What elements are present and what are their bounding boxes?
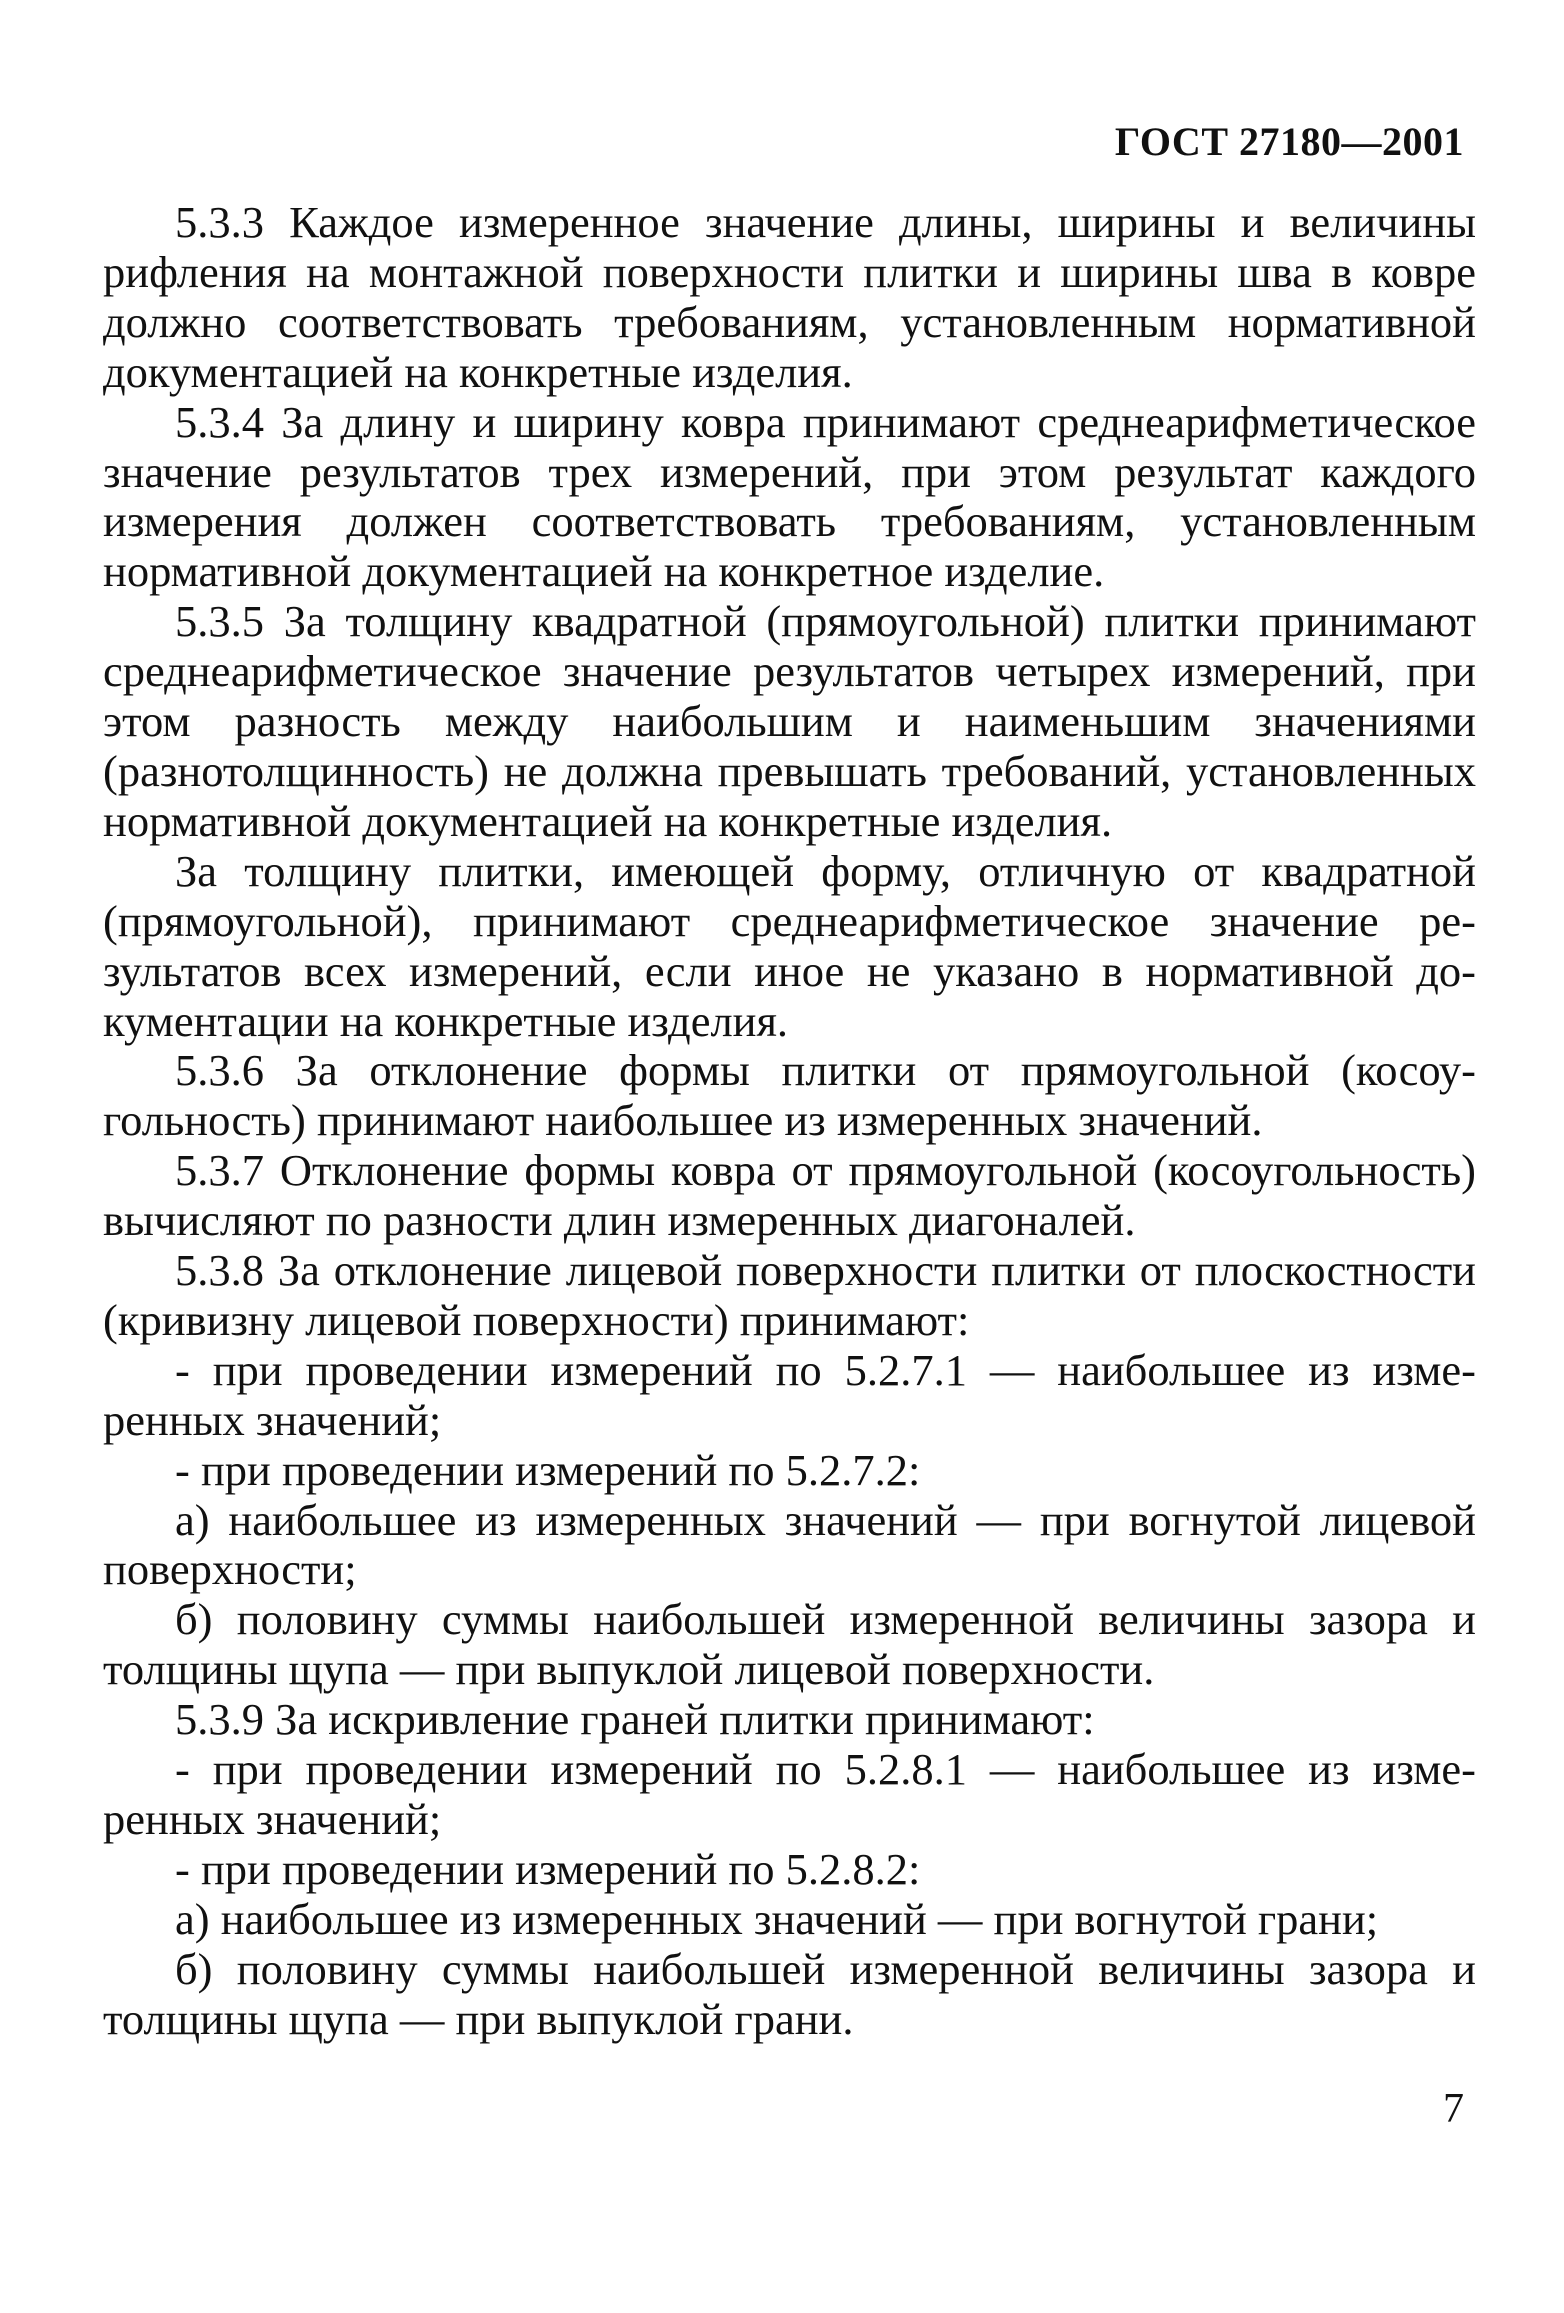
list-item-5-2-7-2: - при проведении измерений по 5.2.7.2: <box>175 1444 921 1495</box>
standard-header: ГОСТ 27180—2001 <box>1114 119 1464 164</box>
paragraph-5-3-8: 5.3.8 За отклонение лицевой поверхности плитки от плоскостности (кривизну лицевой поверхности) принимают: <box>103 1245 1476 1345</box>
paragraph-5-3-5: 5.3.5 За толщину квадратной (прямоугольной) плитки принимают среднеарифметическое значение результатов четырех измерений, при этом разность между наибольшим и наименьшим значениями (разнотолщинность) не должна превышать требований, установленных нормативной документацией на конкретные изделия. <box>103 596 1476 846</box>
paragraph-5-3-6: 5.3.6 За отклонение формы плитки от прямоугольной (косоугольность) принимают наибольшее из измеренных значений. <box>103 1045 1476 1146</box>
list-item-5-2-8-1: - при проведении измерений по 5.2.8.1 — наибольшее из измеренных значений; <box>103 1744 1476 1844</box>
list-item-5-3-9-a: а) наибольшее из измеренных значений — при вогнутой грани; <box>175 1893 1379 1944</box>
list-item-5-3-8-a: а) наибольшее из измеренных значений — при вогнутой лицевой поверхности; <box>103 1494 1476 1595</box>
paragraph-thickness-other-shape: За толщину плитки, имеющей форму, отличную от квадратной (прямоугольной), принимают среднеарифметическое значение результатов всех измерений, если иное не указано в нормативной документации на конкретные изделия. <box>103 845 1476 1046</box>
paragraph-5-3-9: 5.3.9 За искривление граней плитки принимают: <box>175 1694 1095 1745</box>
paragraph-5-3-3: 5.3.3 Каждое измеренное значение длины, ширины и величины рифления на монтажной поверхности плитки и ширины шва в ковре должно соответствовать требованиям, установленным нормативной документацией на конкретные изделия. <box>103 197 1476 397</box>
page-number: 7 <box>1443 2086 1464 2132</box>
document-body <box>103 198 1476 2045</box>
list-item-5-2-7-1: - при проведении измерений по 5.2.7.1 — наибольшее из измеренных значений; <box>103 1344 1476 1445</box>
list-item-5-2-8-2: - при проведении измерений по 5.2.8.2: <box>175 1843 921 1894</box>
paragraph-5-3-7: 5.3.7 Отклонение формы ковра от прямоугольной (косоугольность) вычисляют по разности длин измеренных диагоналей. <box>103 1145 1476 1246</box>
list-item-5-3-9-b: б) половину суммы наибольшей измеренной величины зазора и толщины щупа — при выпуклой грани. <box>103 1943 1476 2044</box>
list-item-5-3-8-b: б) половину суммы наибольшей измеренной величины зазора и толщины щупа — при выпуклой лицевой поверхности. <box>103 1594 1476 1695</box>
paragraph-5-3-4: 5.3.4 За длину и ширину ковра принимают среднеарифметическое значение результатов трех измерений, при этом результат каждого измерения должен соответствовать требованиям, установленным нормативной документацией на конкретное изделие. <box>103 396 1476 597</box>
